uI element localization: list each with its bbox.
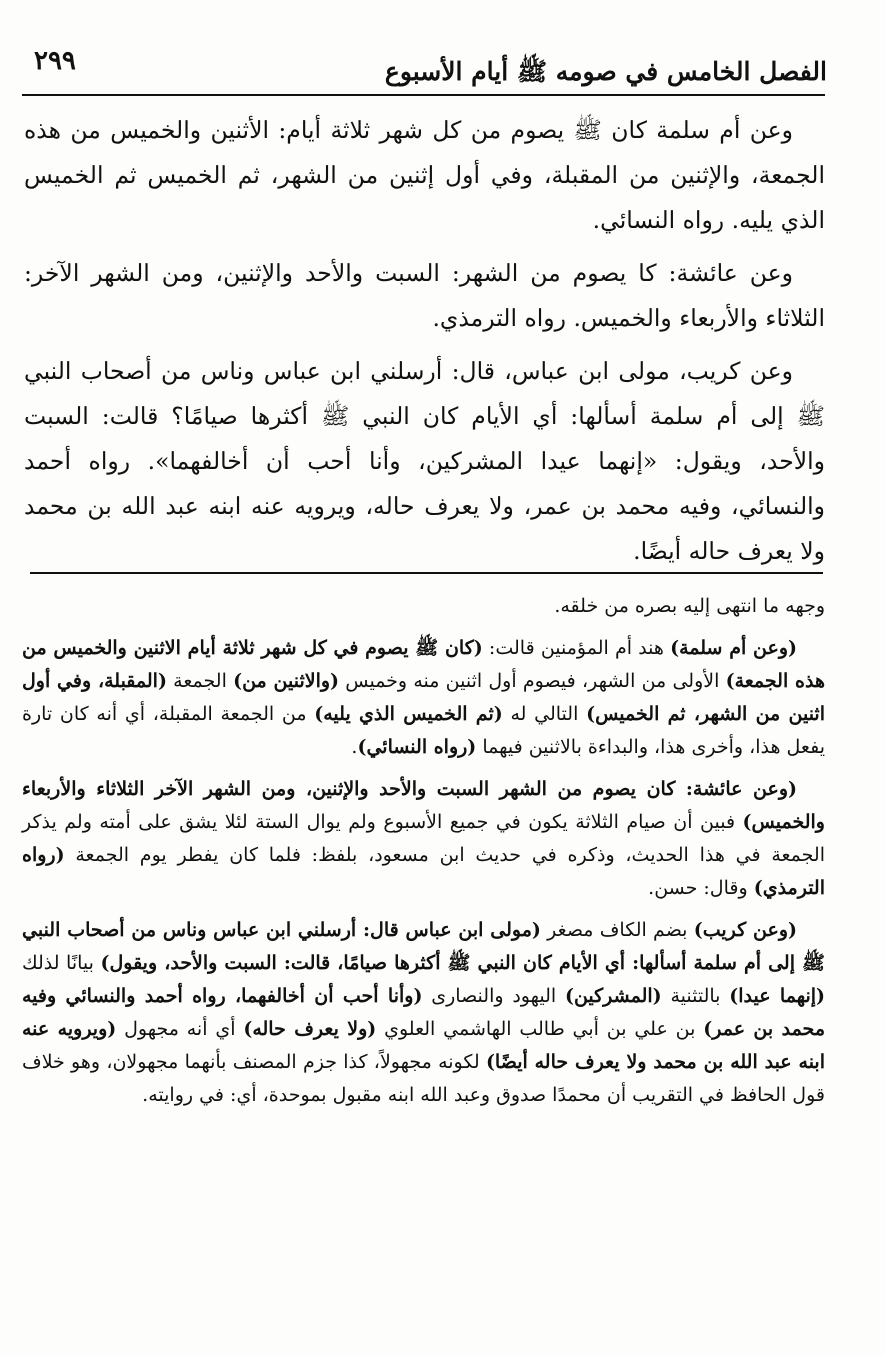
commentary-paragraph <box>22 773 825 905</box>
quoted-text: (وأنا أحب أن أخالفهما، رواه أحمد والنسائي وفيه محمد بن عمر) <box>22 985 825 1040</box>
explanation-text: بيانًا لذلك <box>22 952 101 974</box>
explanation-text: اليهود والنصارى <box>422 985 565 1007</box>
quoted-text: (ولا يعرف حاله) <box>243 1018 377 1040</box>
commentary-paragraph <box>22 632 825 764</box>
commentary-continuation: وجهه ما انتهى إليه بصره من خلقه. <box>554 595 825 617</box>
explanation-text: . <box>351 736 358 758</box>
quoted-text: (وعن كريب) <box>693 919 798 941</box>
quoted-text: (وعن أم سلمة) <box>670 637 797 659</box>
header-rule <box>22 94 825 96</box>
commentary-paragraph <box>22 914 825 1112</box>
section-divider <box>30 572 823 574</box>
explanation-text: وقال: حسن. <box>648 877 754 899</box>
quoted-text: (ويرويه عنه ابنه عبد الله بن محمد ولا يعرف حاله أيضًا) <box>22 1018 825 1073</box>
quoted-text: (مولى ابن عباس قال: أرسلني ابن عباس وناس من أصحاب النبي ﷺ إلى أم سلمة أسألها: أي الأيام كان النبي ﷺ أكثرها صيامًا، قالت: السبت والأحد، ويقول) <box>22 919 826 974</box>
quoted-text: (المشركين) <box>564 985 662 1007</box>
explanation-text: الأولى من الشهر، فيصوم أول اثنين منه وخميس <box>339 670 726 692</box>
commentary-text <box>22 590 825 1121</box>
page-number: ٢٩٩ <box>34 46 76 76</box>
quoted-text: (وعن عائشة: كان يصوم من الشهر السبت والأحد والإثنين، ومن الشهر الآخر الثلاثاء والأربعاء والخميس) <box>22 778 825 833</box>
explanation-text: هند أم المؤمنين قالت: <box>482 637 671 659</box>
hadith-text <box>24 108 825 582</box>
chapter-title: الفصل الخامس في صومه ﷺ أيام الأسبوع <box>384 57 827 86</box>
explanation-text: التالي له <box>502 703 587 725</box>
explanation-text: بضم الكاف مصغر <box>540 919 694 941</box>
quoted-text: (رواه النسائي) <box>357 736 477 758</box>
explanation-text: أي أنه مجهول <box>116 1018 244 1040</box>
page-header <box>22 42 827 92</box>
explanation-text: لكونه مجهولاً، كذا جزم المصنف بأنهما مجهولان، وهو خلاف قول الحافظ في التقريب أن محمدًا صدوق وعبد الله ابنه مقبول بموحدة، أي: في روايته. <box>22 1051 825 1106</box>
explanation-text: بن علي بن أبي طالب الهاشمي العلوي <box>376 1018 704 1040</box>
quoted-text: (المقبلة، وفي أول اثنين من الشهر، ثم الخميس) <box>22 670 825 725</box>
quoted-text: (ثم الخميس الذي يليه) <box>314 703 503 725</box>
explanation-text: من الجمعة المقبلة، أي أنه كان تارة يفعل هذا، وأخرى هذا، والبداءة بالاثنين فيهما <box>22 703 825 758</box>
quoted-text: (إنهما عيدا) <box>729 985 826 1007</box>
quoted-text: (رواه الترمذي) <box>22 844 825 899</box>
hadith-paragraph: وعن كريب، مولى ابن عباس، قال: أرسلني ابن عباس وناس من أصحاب النبي ﷺ إلى أم سلمة أسألها: أي الأيام كان النبي ﷺ أكثرها صيامًا؟ قالت: السبت والأحد، ويقول: «إنهما عيدا المشركين، وأنا أحب أن أخالفهما». رواه أحمد والنسائي، وفيه محمد بن عمر، ولا يعرف حاله، ويرويه عنه ابنه عبد الله بن محمد ولا يعرف حاله أيضًا. <box>24 357 825 565</box>
hadith-paragraph: وعن عائشة: كا يصوم من الشهر: السبت والأحد والإثنين، ومن الشهر الآخر: الثلاثاء والأربعاء والخميس. رواه الترمذي. <box>24 259 825 332</box>
explanation-text: بالتثنية <box>661 985 730 1007</box>
quoted-text: (والاثنين من) <box>233 670 340 692</box>
hadith-paragraph: وعن أم سلمة كان ﷺ يصوم من كل شهر ثلاثة أيام: الأثنين والخميس من هذه الجمعة، والإثنين من المقبلة، وفي أول إثنين من الشهر، ثم الخميس ثم الخميس الذي يليه. رواه النسائي. <box>24 116 825 234</box>
quoted-text: (كان ﷺ يصوم في كل شهر ثلاثة أيام الاثنين والخميس من هذه الجمعة) <box>22 637 826 692</box>
explanation-text: الجمعة <box>166 670 234 692</box>
explanation-text: فبين أن صيام الثلاثة يكون في جميع الأسبوع ولم يوال الستة لئلا يشق على أمته ولم يذكر الجمعة في هذا الحديث، وذكره في حديث ابن مسعود، بلفظ: فلما كان يفطر يوم الجمعة <box>22 811 825 866</box>
